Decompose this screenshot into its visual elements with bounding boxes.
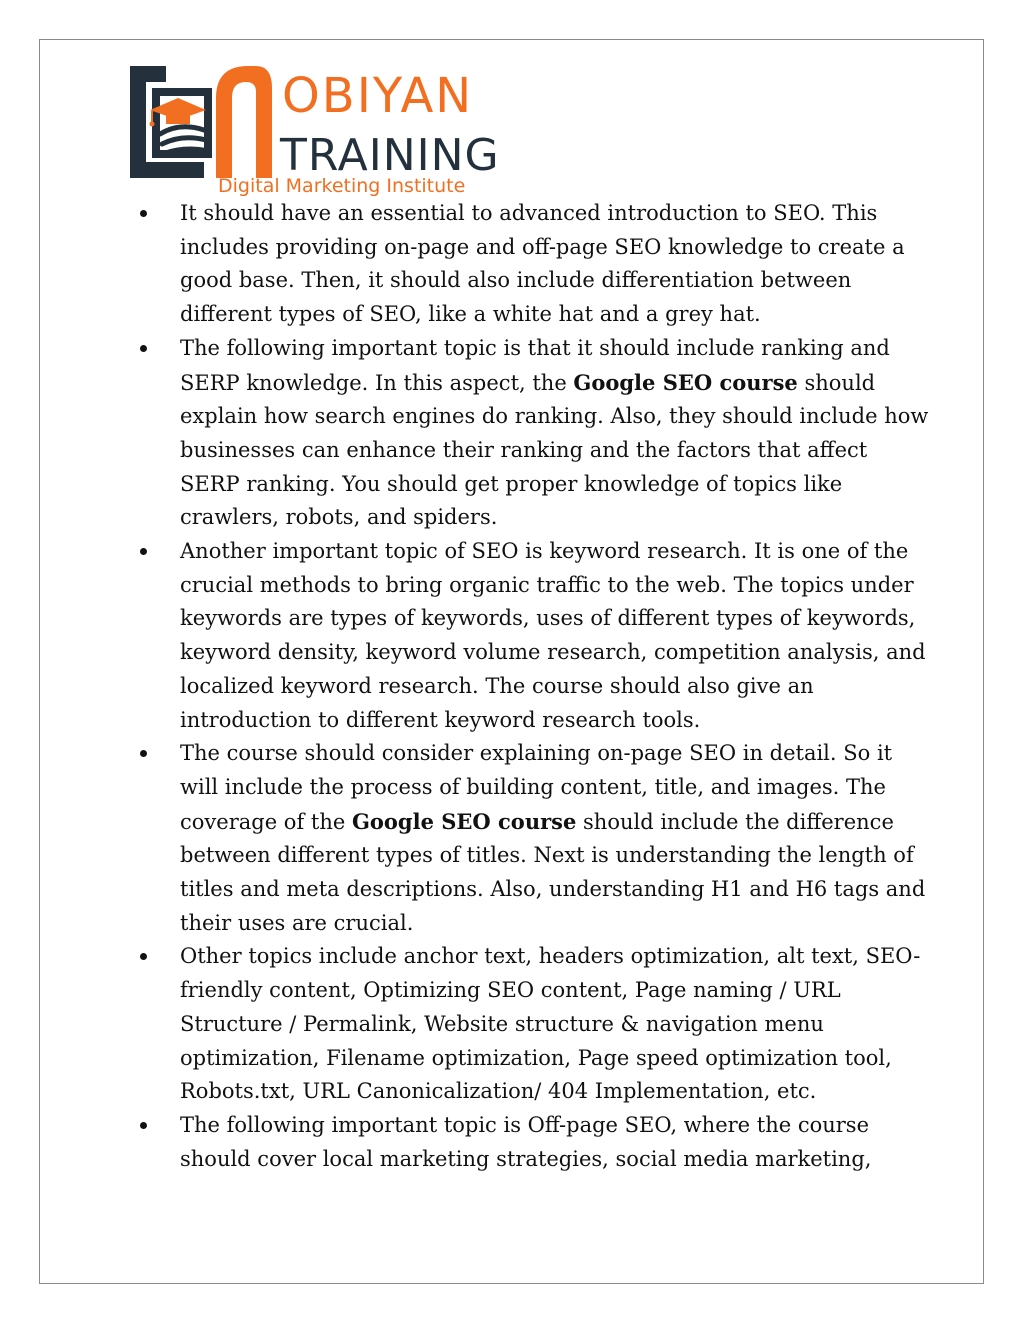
bullet-dot-icon	[140, 548, 147, 555]
bold-phrase: Google SEO course	[351, 808, 577, 834]
list-item	[140, 197, 930, 332]
logo-brand-bottom: TRAINING	[280, 130, 500, 181]
bullet-dot-icon	[140, 750, 147, 757]
list-item	[140, 940, 930, 1109]
list-item	[140, 1109, 930, 1176]
document-body	[140, 197, 930, 1176]
bullet-dot-icon	[140, 210, 147, 217]
obiyan-training-logo	[120, 58, 500, 198]
logo-graphic	[120, 58, 500, 198]
list-item	[140, 737, 930, 940]
paragraph-text: should explain how search engines do ranking. Also, they should include how businesses can enhance their ranking and the factors that affect SERP ranking. You should get proper knowledge of topics like crawlers, robots, and spiders.	[180, 370, 929, 530]
paragraph-text: It should have an essential to advanced introduction to SEO. This includes providing on-page and off-page SEO knowledge to create a good base. Then, it should also include differentiation between different types of SEO, like a white hat and a grey hat.	[180, 201, 905, 327]
logo-orange-arch	[216, 66, 272, 178]
bullet-list	[140, 197, 930, 1176]
bold-phrase: Google SEO course	[573, 369, 798, 395]
paragraph-text: The following important topic is that it should include ranking and SERP knowledge. In this aspect, the	[180, 335, 890, 395]
list-item	[140, 332, 930, 535]
paragraph-text: Another important topic of SEO is keyword research. It is one of the crucial methods to bring organic traffic to the web. The topics under keywords are types of keywords, uses of different types of keywords, keyword density, keyword volume research, competition analysis, and localized keyword research. The course should also give an introduction to different keyword research tools.	[180, 539, 926, 732]
paragraph-text: should include the difference between different types of titles. Next is understanding the length of titles and meta descriptions. Also, understanding H1 and H6 tags and their uses are crucial.	[180, 809, 926, 935]
bullet-dot-icon	[140, 953, 147, 960]
logo-brand-top: OBIYAN	[282, 68, 474, 124]
bullet-dot-icon	[140, 345, 147, 352]
logo-tagline: Digital Marketing Institute	[218, 175, 466, 197]
paragraph-text: The course should consider explaining on-page SEO in detail. So it will include the process of building content, title, and images. The coverage of the	[180, 741, 893, 834]
list-item	[140, 535, 930, 737]
paragraph-text: The following important topic is Off-page SEO, where the course should cover local marketing strategies, social media marketing,	[180, 1112, 872, 1171]
bullet-dot-icon	[140, 1122, 147, 1129]
paragraph-text: Other topics include anchor text, headers optimization, alt text, SEO-friendly content, Optimizing SEO content, Page naming / URL Structure / Permalink, Website structure & navigation menu optimization, Filename optimization, Page speed optimization tool, Robots.txt, URL Canonicalization/ 404 Implementation, etc.	[180, 944, 921, 1104]
